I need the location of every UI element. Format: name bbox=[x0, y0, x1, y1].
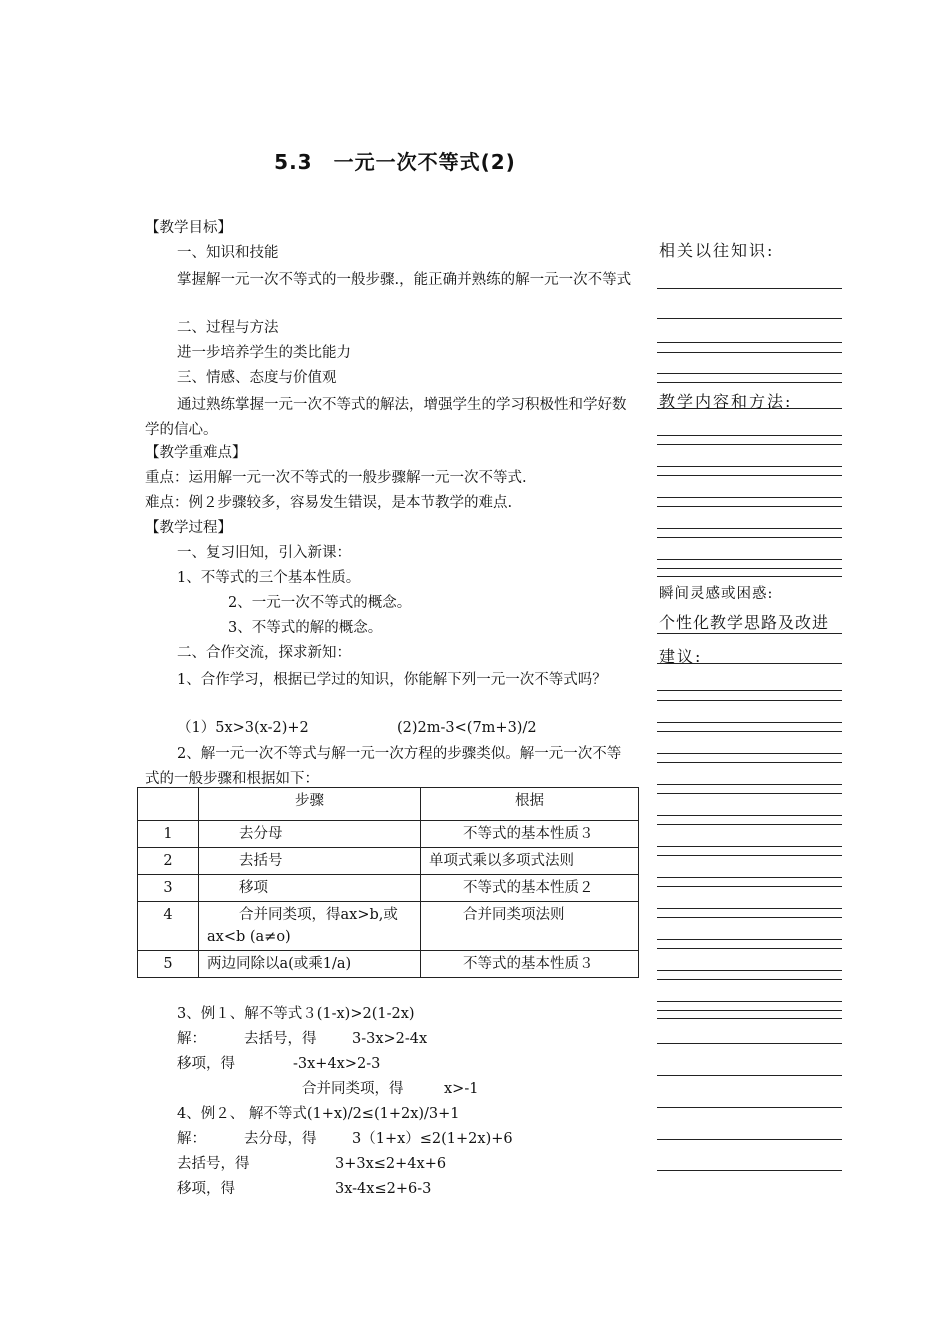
note-line bbox=[657, 753, 842, 754]
table-cell-step: 去括号 bbox=[199, 848, 421, 875]
review-item-3: 3、不等式的解的概念。 bbox=[228, 620, 383, 636]
table-row bbox=[138, 821, 639, 848]
table-cell-step: 移项 bbox=[199, 875, 421, 902]
note-line bbox=[657, 497, 842, 498]
cooperation-heading: 二、合作交流，探求新知： bbox=[177, 645, 351, 661]
table-header-cell bbox=[138, 788, 199, 821]
note-line bbox=[657, 908, 842, 909]
note-line bbox=[657, 939, 842, 940]
example-1-step-expression: 3-3x>2-4x bbox=[352, 1031, 428, 1047]
objective-2-text: 进一步培养学生的类比能力 bbox=[177, 345, 351, 361]
note-line bbox=[657, 506, 842, 507]
note-line bbox=[657, 855, 842, 856]
key-difficulty-heading: 【教学重难点】 bbox=[145, 445, 247, 461]
steps-table bbox=[137, 787, 639, 978]
table-header-cell: 根据 bbox=[421, 788, 639, 821]
note-line bbox=[657, 1075, 842, 1076]
table-row bbox=[138, 902, 639, 951]
table-row bbox=[138, 848, 639, 875]
note-line bbox=[657, 700, 842, 701]
note-line bbox=[657, 793, 842, 794]
example-1-solution-label: 解： bbox=[177, 1031, 206, 1047]
table-cell-number: 1 bbox=[138, 821, 199, 848]
side-personal-label: 个性化教学思路及改进 bbox=[659, 613, 830, 632]
example-1-heading: 3、例１、解不等式３(1-x)>2(1-2x) bbox=[177, 1006, 415, 1022]
example-2-step-expression: 3+3x≤2+4x+6 bbox=[335, 1156, 447, 1172]
note-line bbox=[657, 382, 842, 383]
example-2-heading: 4、例２、 解不等式(1+x)/2≤(1+2x)/3+1 bbox=[177, 1106, 460, 1122]
review-item-1: 1、不等式的三个基本性质。 bbox=[177, 570, 361, 586]
note-line bbox=[657, 663, 842, 664]
example-1-step-expression: x>-1 bbox=[444, 1081, 479, 1097]
example-2-step-name: 去括号，得 bbox=[177, 1156, 250, 1172]
table-row bbox=[138, 875, 639, 902]
note-line bbox=[657, 979, 842, 980]
note-line bbox=[657, 690, 842, 691]
cooperation-item-1: 1、合作学习，根据已学过的知识，你能解下列一元一次不等式吗？ bbox=[177, 672, 607, 688]
note-line bbox=[657, 1018, 842, 1019]
objective-2-heading: 二、过程与方法 bbox=[177, 320, 279, 336]
note-line bbox=[657, 815, 842, 816]
table-cell-basis: 不等式的基本性质３ bbox=[421, 821, 639, 848]
example-1-step-name: 合并同类项，得 bbox=[302, 1081, 404, 1097]
note-line bbox=[657, 342, 842, 343]
note-line bbox=[657, 352, 842, 353]
table-cell-basis: 合并同类项法则 bbox=[421, 902, 639, 951]
key-point: 重点：运用解一元一次不等式的一般步骤解一元一次不等式. bbox=[145, 470, 527, 486]
note-line bbox=[657, 559, 842, 560]
table-cell-number: 4 bbox=[138, 902, 199, 951]
note-line bbox=[657, 1107, 842, 1108]
side-prior-knowledge-label: 相关以往知识: bbox=[659, 241, 775, 260]
cooperation-item-2: 2、解一元一次不等式与解一元一次方程的步骤类似。解一元一次不等式的一般步骤和根据如下： bbox=[145, 746, 622, 787]
table-header-row bbox=[138, 788, 639, 821]
note-line bbox=[657, 1010, 842, 1011]
table-header-cell: 步骤 bbox=[199, 788, 421, 821]
exercise-b: (2)2m-3<(7m+3)/2 bbox=[397, 720, 537, 736]
note-line bbox=[657, 824, 842, 825]
note-line bbox=[657, 1170, 842, 1171]
note-line bbox=[657, 1043, 842, 1044]
table-cell-step: 合并同类项，得ax>b,或ax<b (a≠o) bbox=[199, 902, 421, 951]
table-cell-step: 两边同除以a(或乘1/a) bbox=[199, 951, 421, 978]
objective-1-text: 掌握解一元一次不等式的一般步骤.，能正确并熟练的解一元一次不等式 bbox=[177, 272, 632, 288]
side-content-method-label: 教学内容和方法: bbox=[659, 392, 793, 411]
page-title: 5.3 一元一次不等式(2) bbox=[274, 150, 516, 174]
difficult-point: 难点：例２步骤较多，容易发生错误，是本节教学的难点. bbox=[145, 495, 513, 511]
example-1-step-expression: -3x+4x>2-3 bbox=[293, 1056, 381, 1072]
table-cell-basis: 单项式乘以多项式法则 bbox=[421, 848, 639, 875]
note-line bbox=[657, 475, 842, 476]
objective-3-heading: 三、情感、态度与价值观 bbox=[177, 370, 337, 386]
example-2-step-name: 移项，得 bbox=[177, 1181, 235, 1197]
note-line bbox=[657, 762, 842, 763]
note-line bbox=[657, 568, 842, 569]
table-cell-number: 2 bbox=[138, 848, 199, 875]
example-1-step-name: 去括号，得 bbox=[244, 1031, 317, 1047]
table-cell-step: 去分母 bbox=[199, 821, 421, 848]
note-line bbox=[657, 917, 842, 918]
example-2-step-expression: 3（1+x）≤2(1+2x)+6 bbox=[352, 1131, 513, 1147]
exercise-a: （1）5x>3(x-2)+2 bbox=[177, 720, 309, 736]
note-line bbox=[657, 1139, 842, 1140]
note-line bbox=[657, 466, 842, 467]
note-line bbox=[657, 408, 842, 409]
side-insight-label: 瞬间灵感或困惑: bbox=[659, 586, 774, 602]
note-line bbox=[657, 948, 842, 949]
note-line bbox=[657, 373, 842, 374]
note-line bbox=[657, 970, 842, 971]
note-line bbox=[657, 444, 842, 445]
example-2-step-expression: 3x-4x≤2+6-3 bbox=[335, 1181, 432, 1197]
note-line bbox=[657, 877, 842, 878]
note-line bbox=[657, 537, 842, 538]
table-cell-number: 3 bbox=[138, 875, 199, 902]
objectives-heading: 【教学目标】 bbox=[145, 220, 232, 236]
review-item-2: 2、一元一次不等式的概念。 bbox=[228, 595, 412, 611]
note-line bbox=[657, 318, 842, 319]
note-line bbox=[657, 576, 842, 577]
note-line bbox=[657, 731, 842, 732]
note-line bbox=[657, 784, 842, 785]
review-heading: 一、复习旧知，引入新课： bbox=[177, 545, 351, 561]
table-cell-basis: 不等式的基本性质２ bbox=[421, 875, 639, 902]
side-suggestion-label: 建议: bbox=[659, 647, 703, 666]
table-cell-number: 5 bbox=[138, 951, 199, 978]
table-cell-basis: 不等式的基本性质３ bbox=[421, 951, 639, 978]
objective-1-heading: 一、知识和技能 bbox=[177, 245, 279, 261]
note-line bbox=[657, 846, 842, 847]
note-line bbox=[657, 1001, 842, 1002]
note-line bbox=[657, 528, 842, 529]
example-2-solution-label: 解： bbox=[177, 1131, 206, 1147]
note-line bbox=[657, 288, 842, 289]
note-line bbox=[657, 886, 842, 887]
process-heading: 【教学过程】 bbox=[145, 520, 232, 536]
table-row bbox=[138, 951, 639, 978]
note-line bbox=[657, 633, 842, 634]
example-1-step-name: 移项，得 bbox=[177, 1056, 235, 1072]
note-line bbox=[657, 722, 842, 723]
example-2-step-name: 去分母，得 bbox=[244, 1131, 317, 1147]
objective-3-text: 通过熟练掌握一元一次不等式的解法，增强学生的学习积极性和学好数学的信心。 bbox=[145, 397, 627, 438]
note-line bbox=[657, 435, 842, 436]
